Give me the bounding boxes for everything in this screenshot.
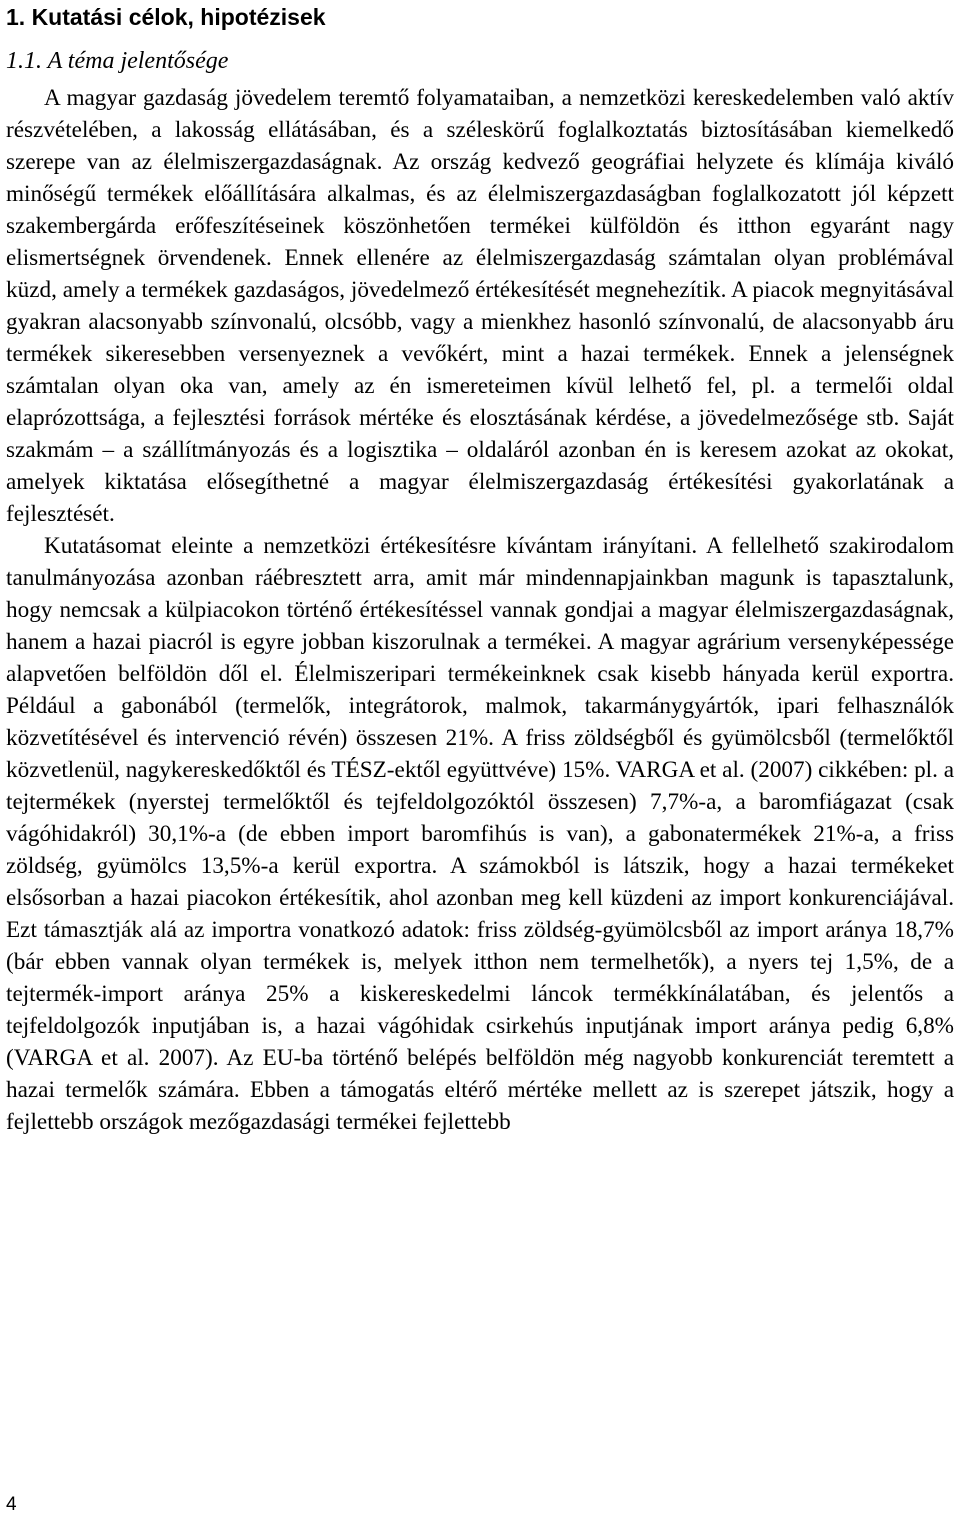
paragraph-2: Kutatásomat eleinte a nemzetközi értékesítésre kívántam irányítani. A fellelhető szakirodalom tanulmányozása azonban ráébresztett arra, amit már mindennapjainkban magunk is tapasztalunk, hogy nemcsak a külpiacokon történő értékesítéssel vannak gondjai a magyar élelmiszergazdaságnak, hanem a hazai piacról is egyre jobban kiszorulnak a termékei. A magyar agrárium versenyképessége alapvetően belföldön dől el. Élelmiszeripari termékeinknek csak kisebb hányada kerül exportra. Például a gabonából (termelők, integrátorok, malmok, takarmánygyártók, ipari felhasználók közvetítésével és intervenció révén) összesen 21%. A friss zöldségből és gyümölcsből (termelőktől közvetlenül, nagykereskedőktől és TÉSZ-ektől együttvéve) 15%. VARGA et al. (2007) cikkében: pl. a tejtermékek (nyerstej termelőktől és tejfeldolgozóktól összesen) 7,7%-a, a baromfiágazat (csak vágóhidakról) 30,1%-a (de ebben import baromfihús is van), a gabonatermékek 21%-a, a friss zöldség, gyümölcs 13,5%-a kerül exportra. A számokból is látszik, hogy a hazai termékeket elsősorban a hazai piacokon értékesítik, ahol azonban meg kell küzdeni az import konkurenciájával. Ezt támasztják alá az importra vonatkozó adatok: friss zöldség-gyümölcsből az import aránya 18,7% (bár ebben vannak olyan termékek is, melyek itthon nem termelhetők), a nyers tej 1,5%, de a tejtermék-import aránya 25% a kiskereskedelmi láncok termékkínálatában, és jelentős a tejfeldolgozók inputjában is, a hazai vágóhidak csirkehús inputjának import aránya pedig 6,8% (VARGA et al. 2007). Az EU-ba történő belépés belföldön még nagyobb konkurenciát teremtett a hazai termelők számára. Ebben a támogatás eltérő mértéke mellett az is szerepet játszik, hogy a fejlettebb országok mezőgazdasági termékei fejlettebb xyxy=(6,533,954,1135)
chapter-heading: 1. Kutatási célok, hipotézisek xyxy=(6,4,326,30)
page-number: 4 xyxy=(6,1494,17,1515)
paragraph-1: A magyar gazdaság jövedelem teremtő folyamataiban, a nemzetközi kereskedelemben való aktív részvételében, a lakosság ellátásában, és a széleskörű foglalkoztatás biztosításában kiemelkedő szerepe van az élelmiszergazdaságnak. Az ország kedvező geográfiai helyzete és klímája kiváló minőségű termékek előállítására alkalmas, és az élelmiszergazdaságban foglalkozatott jól képzett szakembergárda erőfeszítéseinek köszönhetően termékei külföldön és itthon egyaránt nagy elismertségnek örvendenek. Ennek ellenére az élelmiszergazdaság számtalan olyan problémával küzd, amely a termékek gazdaságos, jövedelmező értékesítését megnehezítik. A piacok megnyitásával gyakran alacsonyabb színvonalú, olcsóbb, vagy a mienkhez hasonló színvonalú, de alacsonyabb áru termékek sikeresebben versenyeznek a vevőkért, mint a hazai termékek. Ennek a jelenségnek számtalan olyan oka van, amely az én ismereteimen kívül lelhető fel, pl. a termelői oldal elaprózottsága, a fejlesztési források mértéke és elosztásának kérdése, a jövedelmezősége stb. Saját szakmám – a szállítmányozás és a logisztika – oldaláról azonban én is keresem azokat az okokat, amelyek kiktatása elősegíthetné a magyar élelmiszergazdaság értékesítési gyakorlatának a fejlesztését. xyxy=(6,85,954,527)
section-heading: 1.1. A téma jelentősége xyxy=(6,48,229,74)
body-text xyxy=(6,82,954,1138)
